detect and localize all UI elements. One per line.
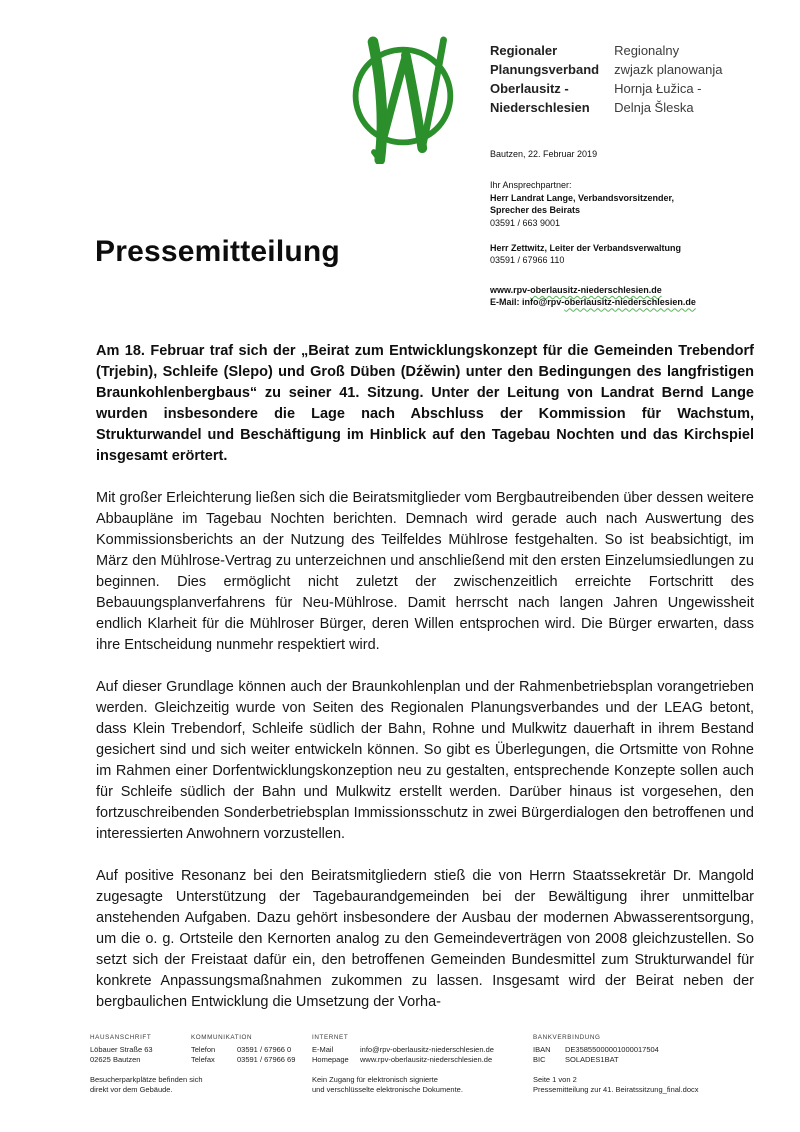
contact-email: [490, 296, 696, 308]
org-de-line: Planungsverband: [490, 62, 600, 77]
footer-iban-value: DE35855000001000017504: [565, 1045, 659, 1054]
org-name-sorbian: [614, 41, 722, 117]
org-de-line: Oberlausitz -: [490, 81, 569, 96]
website-prefix: www.rpv-: [490, 284, 531, 295]
org-hsb-line: Delnja Šleska: [614, 100, 694, 115]
footer-address-line: Löbauer Straße 63: [90, 1045, 153, 1054]
page-title: Pressemitteilung: [95, 235, 340, 268]
parking-note-line: Besucherparkplätze befinden sich: [90, 1075, 203, 1084]
page-number: Seite 1 von 2: [533, 1075, 577, 1084]
footer-communication-title: KOMMUNIKATION: [191, 1034, 253, 1041]
footer-email-value: info@rpv-oberlausitz-niederschlesien.de: [360, 1045, 494, 1054]
body-text: [96, 341, 754, 1034]
footer-address-title: HAUSANSCHRIFT: [90, 1034, 152, 1041]
paragraph-4: Auf positive Resonanz bei den Beiratsmitgliedern stieß die von Herrn Staatssekretär Dr. Mangold zugesagte Unterstützung der Tagebaurandgemeinden bei der Bewältigung ihrer unmittelbar anstehenden Aufgaben. Dazu gehört insbesondere der Ausbau der modernen Abwasserentsorgung, um die o. g. Ortsteile den Kernorten analog zu den Gemeindeverträgen von 2008 gleichzustellen. So setzt sich der Freistaat dafür ein, den betroffenen Gemeinden Bundesmittel zum Strukturwandel für konkrete Anpassungsmaßnahmen zukommen zu lassen. Insgesamt wird der Beirat neben der bergbaulichen Entwicklung die Umsetzung der Vorha-: [96, 868, 754, 1010]
contact-person2-name: Herr Zettwitz, Leiter der Verbandsverwaltung: [490, 243, 682, 254]
footer-homepage-label: Homepage: [312, 1055, 349, 1064]
footer-parking-note: [90, 1075, 203, 1095]
footer-homepage-value: www.rpv-oberlausitz-niederschlesien.de: [360, 1055, 493, 1064]
contact-person1-phone: 03591 / 663 9001: [490, 217, 561, 228]
contact-person1-role: Sprecher des Beirats: [490, 205, 581, 216]
footer-phone-value: 03591 / 67966 0: [237, 1045, 292, 1054]
footer-bank-column: [533, 1033, 659, 1065]
lead-paragraph: Am 18. Februar traf sich der „Beirat zum Entwicklungskonzept für die Gemeinden Trebendorf (Trjebin), Schleife (Slepo) und Groß Düben (Dźěwin) unter den Bedingungen des langfristigen Braunkohlenbergbaus“ zu seiner 41. Sitzung. Unter der Leitung von Landrat Bernd Lange wurden insbesondere die Lage nach Abschluss der Kommission für Wachstum, Strukturwandel und Beschäftigung im Hinblick auf den Tagebau Nochten und das Kirchspiel insgesamt erörtert.: [96, 343, 754, 464]
dateline: Bautzen, 22. Februar 2019: [490, 149, 598, 159]
digital-note-line: und verschlüsselte elektronische Dokumente.: [312, 1085, 463, 1094]
contact-block: [490, 148, 696, 309]
org-name-block: [490, 41, 722, 117]
footer-digital-note: [312, 1075, 463, 1095]
footer-internet-column: [312, 1033, 494, 1065]
org-de-line: Niederschlesien: [490, 100, 590, 115]
org-name-german: [490, 41, 599, 117]
footer-fax-value: 03591 / 67966 69: [237, 1055, 296, 1064]
paragraph-3: Auf dieser Grundlage können auch der Braunkohlenplan und der Rahmenbetriebsplan vorangetrieben werden. Gleichzeitig wurde von Seiten des Regionalen Planungsverbandes und der LEAG betont, dass Klein Trebendorf, Schleife südlich der Bahn, Rohne und Mulkwitz dauerhaft in ihrem Bestand gesichert sind und sich weiter entwickeln können. So gibt es Überlegungen, die Ortsmitte von Rohne im Rahmen einer Dorfentwicklungskonzeption neu zu gestalten, entsprechende Konzepte sollen auch für Schleife südlich der Bahn und Mulkwitz erstellt werden. Darüber hinaus ist vorgesehen, den fortzuschreibenden Sonderbetriebsplan Immissionsschutz in zwei Bürgerdialogen den betroffenen und interessierten Anwohnern vorzustellen.: [96, 679, 754, 842]
org-hsb-line: zwjazk planowanja: [614, 62, 723, 77]
footer-phone-label: Telefon: [191, 1045, 216, 1054]
contact-website: [490, 284, 696, 296]
footer-bic-value: SOLADES1BAT: [565, 1055, 619, 1064]
contact-person2-phone: 03591 / 67966 110: [490, 255, 565, 266]
footer-address-line: 02625 Bautzen: [90, 1055, 141, 1064]
org-hsb-line: Hornja Łužica -: [614, 81, 702, 96]
email-prefix: E-Mail: info@rpv-: [490, 297, 565, 308]
footer-iban-label: IBAN: [533, 1045, 551, 1054]
contact-intro: Ihr Ansprechpartner:: [490, 180, 572, 191]
email-domain: oberlausitz-niederschlesien.de: [564, 297, 696, 308]
parking-note-line: direkt vor dem Gebäude.: [90, 1085, 173, 1094]
footer-address-column: [90, 1033, 153, 1065]
org-hsb-line: Regionalny: [614, 43, 680, 58]
file-name: Pressemitteilung zur 41. Beiratssitzung_final.docx: [533, 1085, 699, 1094]
footer-fax-label: Telefax: [191, 1055, 215, 1064]
org-logo-icon: [344, 28, 460, 164]
footer-bank-title: BANKVERBINDUNG: [533, 1034, 601, 1041]
footer-email-label: E-Mail: [312, 1045, 334, 1054]
footer-internet-title: INTERNET: [312, 1034, 349, 1041]
org-de-line: Regionaler: [490, 43, 558, 58]
footer-communication-column: [191, 1033, 295, 1065]
website-domain: oberlausitz-niederschlesien.de: [530, 284, 662, 295]
paragraph-2: Mit großer Erleichterung ließen sich die Beiratsmitglieder vom Bergbautreibenden über dessen weitere Abbaupläne im Tagebau Nochten berichten. Demnach wird gerade auch nach Auswertung des Kommissionsberichts an der Nutzung des Teilfeldes Mühlrose festgehalten. So ist beabsichtigt, im März den Mühlrose-Vertrag zu unterzeichnen und anschließend mit den ersten Einzelumsiedlungen zu beginnen. Dies ermöglicht nicht zuletzt der zwischenzeitlich erreichte Fortschritt des Bebauungsplanverfahrens für Neu-Mühlrose. Damit herrscht nach langen Jahren Ungewissheit endlich Klarheit für die Mühlroser Bürger, deren Willen entsprochen wird. Die Bürger erwarten, dass ihre Entscheidung nunmehr respektiert wird.: [96, 490, 754, 653]
footer-bic-label: BIC: [533, 1055, 546, 1064]
contact-person1-name: Herr Landrat Lange, Verbandsvorsitzender,: [490, 192, 675, 203]
digital-note-line: Kein Zugang für elektronisch signierte: [312, 1075, 438, 1084]
footer-page-info: [533, 1075, 699, 1095]
